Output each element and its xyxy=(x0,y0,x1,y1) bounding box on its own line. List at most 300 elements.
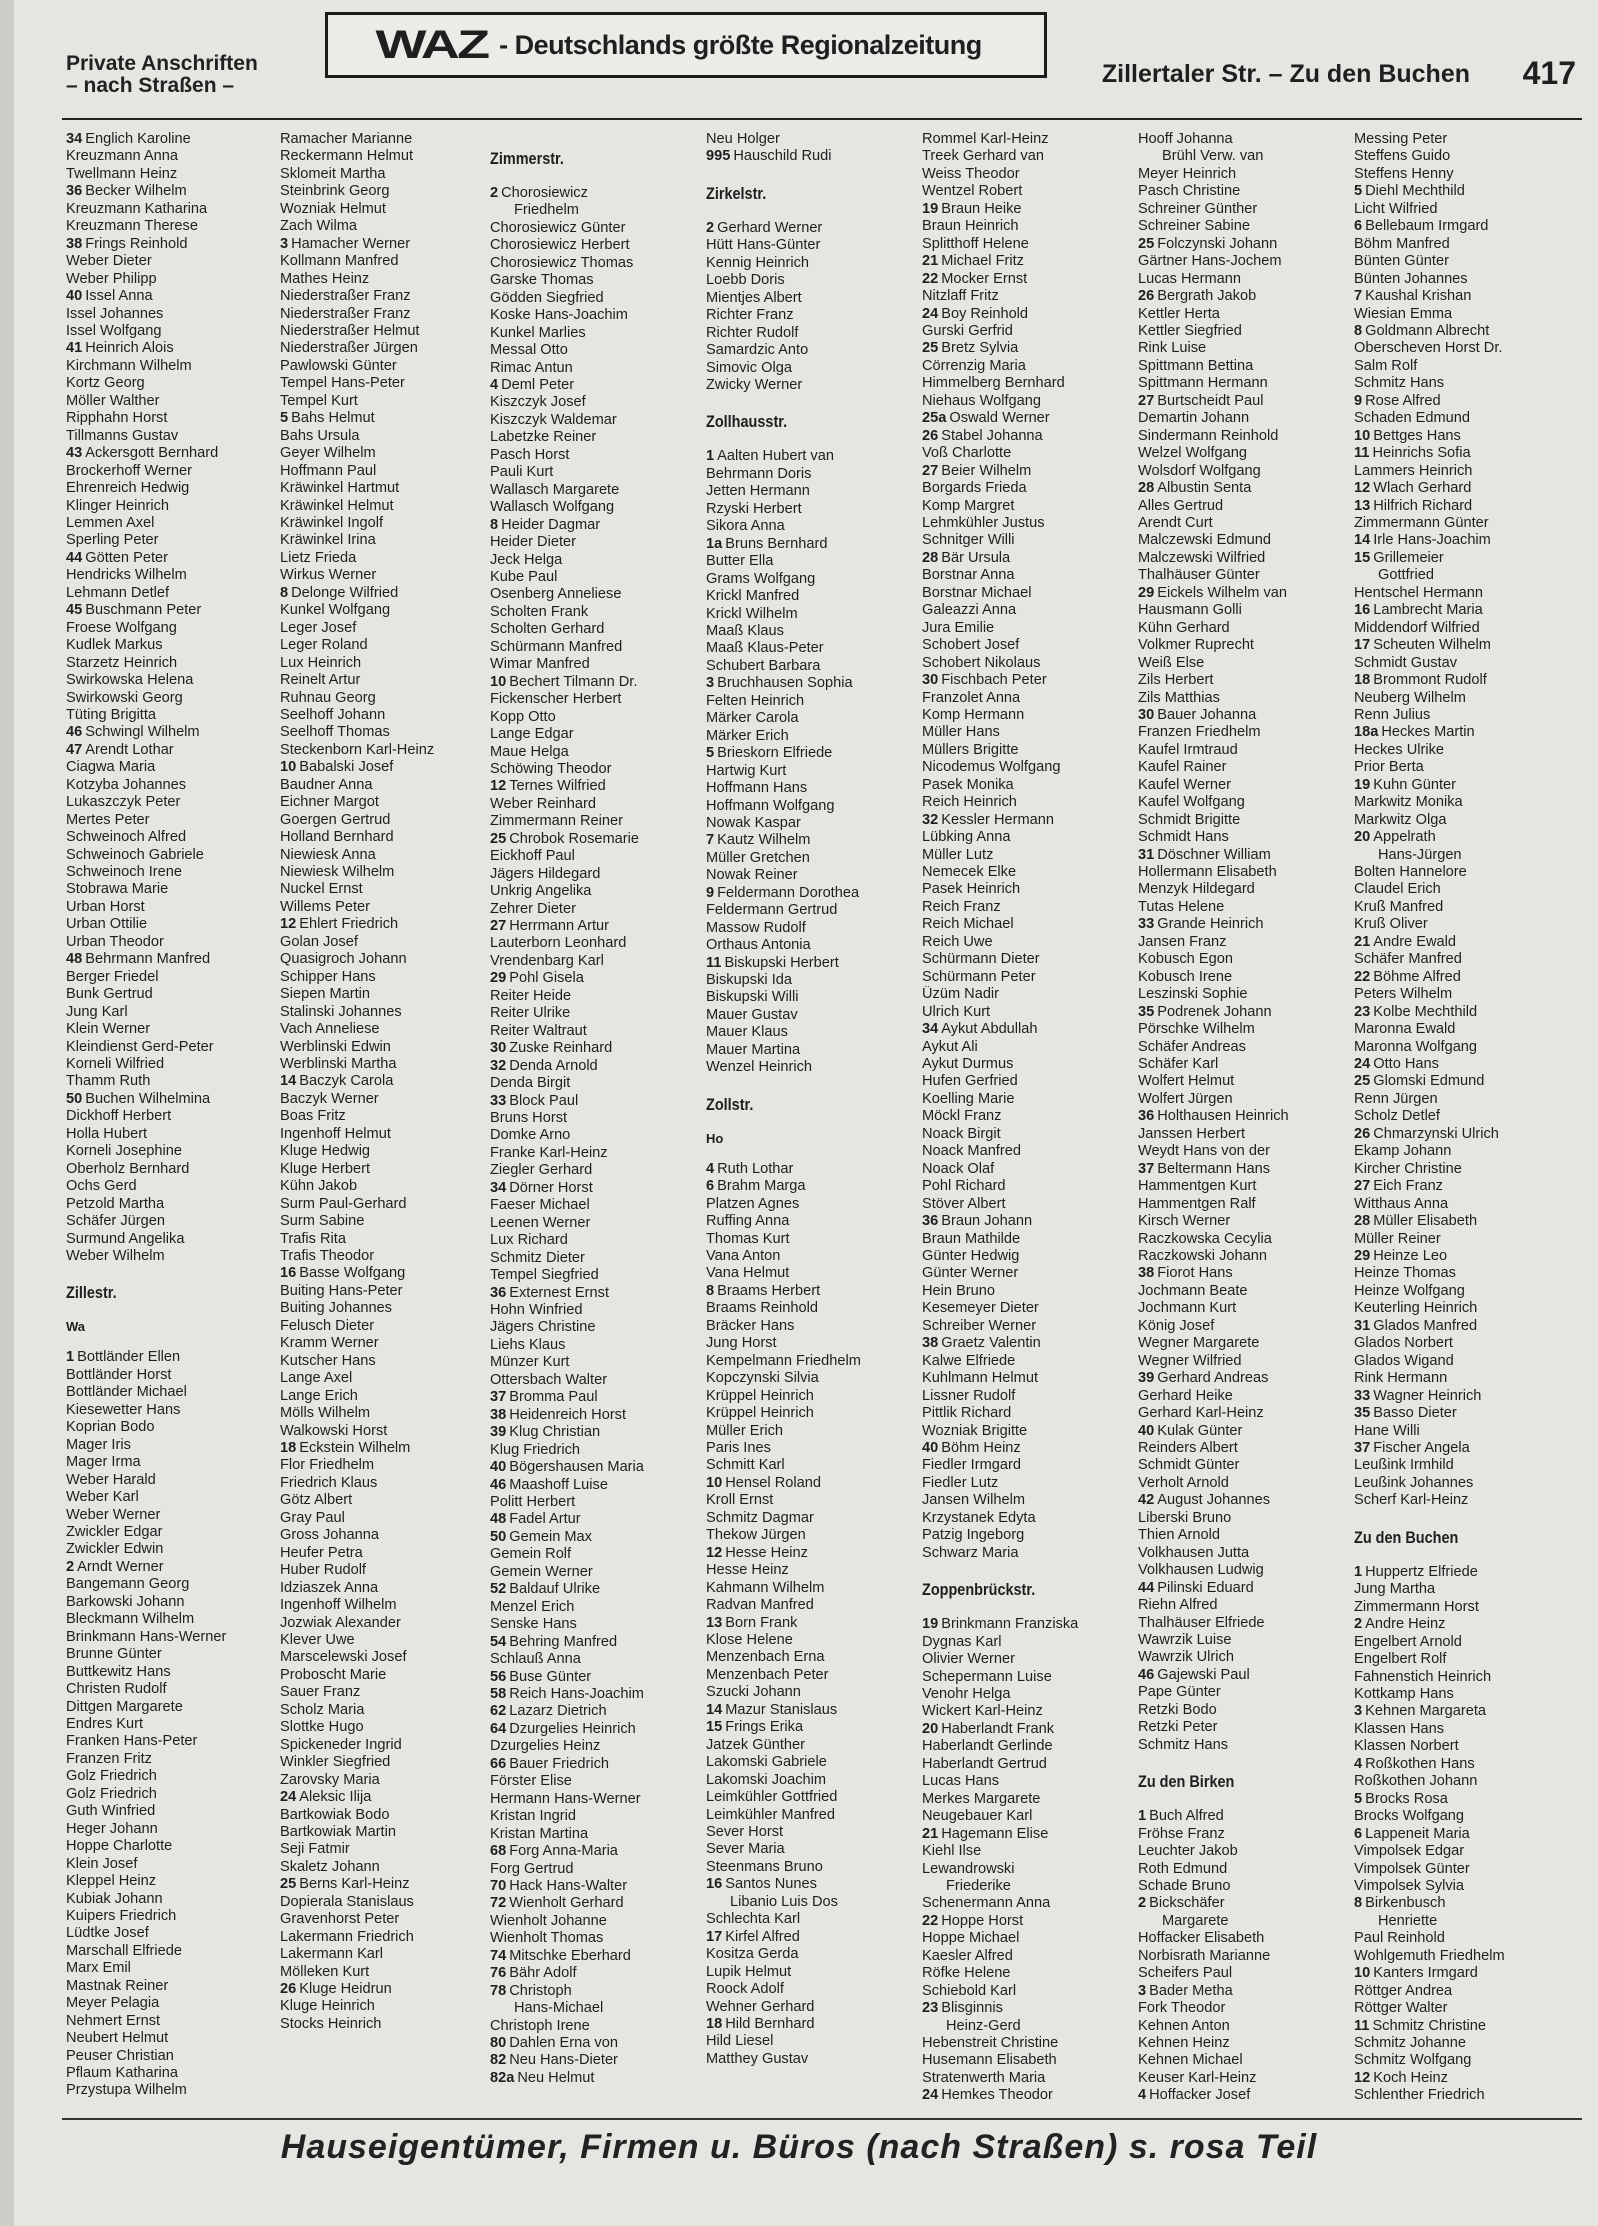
resident-name: Surm Sabine xyxy=(280,1213,365,1230)
directory-entry xyxy=(66,707,278,724)
resident-name: Bahs Ursula xyxy=(280,427,360,444)
resident-name: Heider Dagmar xyxy=(501,516,601,533)
directory-entry xyxy=(66,1073,278,1090)
directory-entry xyxy=(490,394,702,411)
directory-entry xyxy=(490,1180,702,1197)
resident-name: Müller Lutz xyxy=(922,846,994,863)
directory-entry xyxy=(66,1402,278,1419)
directory-entry xyxy=(490,1058,702,1075)
directory-entry xyxy=(1354,1039,1566,1056)
directory-entry xyxy=(1354,1004,1566,1021)
directory-entry xyxy=(66,1978,278,1995)
directory-entry xyxy=(922,1388,1134,1405)
resident-name: Pape Günter xyxy=(1138,1684,1221,1701)
directory-entry xyxy=(1354,1353,1566,1370)
directory-entry xyxy=(1138,532,1350,549)
resident-name: Bruns Horst xyxy=(490,1110,568,1127)
resident-name: Raczkowska Cecylia xyxy=(1138,1230,1272,1247)
directory-entry xyxy=(1138,1161,1350,1178)
directory-entry xyxy=(280,1859,492,1876)
directory-entry xyxy=(922,637,1134,654)
directory-entry xyxy=(280,1475,492,1492)
resident-name: Koske Hans-Joachim xyxy=(490,307,628,324)
resident-name: Schürmann Dieter xyxy=(922,951,1040,968)
resident-name: Schöwing Theodor xyxy=(490,760,612,777)
house-number: 9 xyxy=(1354,392,1363,409)
resident-name: Braun Mathilde xyxy=(922,1230,1021,1247)
resident-name: Zarovsky Maria xyxy=(280,1771,380,1788)
resident-name: Möckl Franz xyxy=(922,1108,1002,1125)
resident-name: Chorosiewicz xyxy=(501,185,588,201)
directory-entry xyxy=(66,1908,278,1925)
resident-name: Zwicky Werner xyxy=(706,376,803,393)
resident-name: Menzenbach Peter xyxy=(706,1666,829,1683)
directory-entry xyxy=(922,567,1134,584)
resident-name: Kreuzmann Katharina xyxy=(66,200,208,217)
resident-name: Chorosiewicz Herbert xyxy=(490,237,630,254)
directory-entry xyxy=(1354,1248,1566,1265)
directory-entry xyxy=(922,428,1134,445)
directory-entry xyxy=(1138,829,1350,846)
resident-name: Denda Arnold xyxy=(509,1057,598,1074)
directory-entry xyxy=(490,1703,702,1720)
resident-name: Kräwinkel Irina xyxy=(280,532,376,549)
resident-name: Eickhoff Paul xyxy=(490,848,575,865)
resident-name: Lakermann Karl xyxy=(280,1946,384,1963)
directory-entry xyxy=(1138,1405,1350,1422)
directory-entry xyxy=(922,1178,1134,1195)
resident-name: Franke Karl-Heinz xyxy=(490,1144,608,1161)
resident-name: Braams Reinhold xyxy=(706,1300,818,1317)
resident-name: Hild Bernhard xyxy=(725,2015,815,2032)
directory-entry xyxy=(1354,306,1566,323)
resident-name: Lammers Heinrich xyxy=(1354,462,1473,479)
resident-name: Kräwinkel Helmut xyxy=(280,497,394,514)
house-number: 24 xyxy=(922,2087,939,2104)
directory-entry xyxy=(66,1856,278,1873)
resident-name: Niederstraßer Franz xyxy=(280,288,411,305)
directory-entry xyxy=(922,1196,1134,1213)
directory-entry xyxy=(280,829,492,846)
resident-name: Albustin Senta xyxy=(1157,480,1252,497)
directory-entry xyxy=(1354,1861,1566,1878)
resident-name: Schmitt Karl xyxy=(706,1457,785,1474)
resident-name: Jetten Hermann xyxy=(706,483,810,500)
resident-name: Holthausen Heinrich xyxy=(1157,1108,1289,1125)
resident-name: Oberscheven Horst Dr. xyxy=(1354,340,1503,357)
resident-name: Hohn Winfried xyxy=(490,1302,583,1318)
house-number: 38 xyxy=(922,1335,939,1352)
directory-entry xyxy=(1138,463,1350,480)
directory-entry xyxy=(1138,655,1350,672)
resident-name: Wagner Heinrich xyxy=(1373,1387,1482,1404)
resident-name: Lehmann Detlef xyxy=(66,584,170,601)
directory-entry xyxy=(706,1580,918,1597)
directory-entry xyxy=(1138,602,1350,619)
directory-entry xyxy=(280,1964,492,1981)
resident-name: Koelling Marie xyxy=(922,1090,1015,1107)
directory-entry xyxy=(280,1510,492,1527)
resident-name: Quasigroch Johann xyxy=(280,951,407,968)
resident-name: Malczewski Wilfried xyxy=(1138,549,1266,566)
resident-name: Gemein Werner xyxy=(490,1563,593,1580)
directory-entry xyxy=(490,1494,702,1511)
directory-entry xyxy=(66,1419,278,1436)
resident-name: Krickl Wilhelm xyxy=(706,605,798,622)
resident-name: Otto Hans xyxy=(1373,1056,1439,1073)
resident-name: Rommel Karl-Heinz xyxy=(922,131,1049,147)
directory-entry xyxy=(490,464,702,481)
resident-name: Pörschke Wilhelm xyxy=(1138,1021,1255,1038)
resident-name: Schobert Nikolaus xyxy=(922,654,1041,671)
directory-entry xyxy=(922,1161,1134,1178)
resident-name: Lakermann Friedrich xyxy=(280,1928,414,1945)
directory-entry xyxy=(1354,724,1566,741)
directory-entry xyxy=(1138,428,1350,445)
masthead-slogan: - Deutschlands größte Regionalzeitung xyxy=(499,29,982,60)
resident-name: Spickeneder Ingrid xyxy=(280,1736,402,1753)
directory-entry xyxy=(490,1529,702,1546)
directory-entry xyxy=(280,1789,492,1806)
resident-name: Block Paul xyxy=(509,1092,579,1109)
resident-name: Franzen Fritz xyxy=(66,1750,152,1767)
directory-entry xyxy=(922,707,1134,724)
resident-name: Schepermann Luise xyxy=(922,1668,1052,1685)
resident-name: Oswald Werner xyxy=(949,410,1050,427)
house-number: 12 xyxy=(1354,2069,1371,2086)
directory-entry xyxy=(922,1248,1134,1265)
directory-entry xyxy=(66,306,278,323)
resident-name: Herrmann Artur xyxy=(509,918,609,935)
directory-entry xyxy=(280,1841,492,1858)
directory-entry xyxy=(1354,183,1566,200)
house-number: 2 xyxy=(1354,1616,1363,1633)
resident-name: Röttger Walter xyxy=(1354,2000,1448,2017)
resident-name: Krüppel Heinrich xyxy=(706,1405,814,1422)
directory-entry xyxy=(1354,1021,1566,1038)
directory-entry xyxy=(922,1861,1134,1878)
directory-entry xyxy=(280,131,492,148)
directory-entry xyxy=(1354,218,1566,235)
resident-name: Pilinski Eduard xyxy=(1157,1579,1254,1596)
directory-entry xyxy=(490,1075,702,1092)
resident-name: Himmelberg Bernhard xyxy=(922,375,1065,392)
directory-entry xyxy=(66,1611,278,1628)
resident-name: Schmidt Hans xyxy=(1138,829,1229,846)
directory-entry xyxy=(490,307,702,324)
resident-name: Pohl Gisela xyxy=(509,970,584,987)
directory-entry xyxy=(280,1981,492,1998)
directory-entry xyxy=(66,742,278,759)
resident-name: Glomski Edmund xyxy=(1373,1073,1485,1090)
resident-name: Gottfried xyxy=(1378,567,1434,584)
resident-name: Seelhoff Johann xyxy=(280,706,386,723)
directory-entry xyxy=(922,1510,1134,1527)
directory-entry xyxy=(490,726,702,743)
resident-name: Chorosiewicz Thomas xyxy=(490,254,634,271)
resident-name: Frings Reinhold xyxy=(85,235,188,252)
directory-entry xyxy=(922,1913,1134,1930)
directory-entry xyxy=(1354,2070,1566,2087)
directory-entry xyxy=(66,655,278,672)
resident-name: Hesse Heinz xyxy=(706,1562,789,1579)
directory-entry xyxy=(490,848,702,865)
house-number: 7 xyxy=(706,832,715,849)
directory-entry xyxy=(490,1354,702,1371)
resident-name: Hilfrich Richard xyxy=(1373,497,1473,514)
resident-name: Hamacher Werner xyxy=(291,235,411,252)
directory-entry xyxy=(706,623,918,640)
resident-name: Korneli Josephine xyxy=(66,1143,183,1160)
resident-name: Jochmann Beate xyxy=(1138,1282,1248,1299)
resident-name: Bauer Friedrich xyxy=(509,1755,609,1772)
directory-entry xyxy=(1138,986,1350,1003)
directory-entry xyxy=(1354,1948,1566,1965)
house-number: 27 xyxy=(1354,1178,1371,1195)
directory-entry xyxy=(490,1040,702,1057)
directory-entry xyxy=(280,1213,492,1230)
directory-entry xyxy=(490,1826,702,1843)
directory-entry xyxy=(1138,410,1350,427)
resident-name: Lehmkühler Justus xyxy=(922,514,1045,531)
resident-name: Kube Paul xyxy=(490,568,558,585)
page-header xyxy=(0,0,1598,125)
resident-name: Reinders Albert xyxy=(1138,1439,1238,1456)
resident-name: Kramm Werner xyxy=(280,1335,379,1352)
directory-entry xyxy=(1138,899,1350,916)
resident-name: Mertes Peter xyxy=(66,811,150,828)
directory-entry xyxy=(706,675,918,692)
resident-name: Pittlik Richard xyxy=(922,1405,1012,1422)
resident-name: Kristan Ingrid xyxy=(490,1808,576,1825)
directory-entry xyxy=(922,1492,1134,1509)
directory-entry xyxy=(1354,2000,1566,2017)
resident-name: Schürmann Manfred xyxy=(490,638,623,655)
resident-name: Lübking Anna xyxy=(922,829,1011,846)
directory-entry xyxy=(1354,1073,1566,1090)
resident-name: Starzetz Heinrich xyxy=(66,654,178,671)
resident-name: Biskupski Ida xyxy=(706,972,792,989)
directory-entry xyxy=(280,1667,492,1684)
directory-entry xyxy=(706,710,918,727)
directory-entry xyxy=(1138,1615,1350,1632)
directory-entry xyxy=(66,1367,278,1384)
house-number: 37 xyxy=(1138,1160,1155,1177)
resident-name: Müller Reiner xyxy=(1354,1230,1441,1247)
resident-name: Schreiner Sabine xyxy=(1138,218,1250,235)
directory-entry xyxy=(706,1981,918,1998)
resident-name: Müller Hans xyxy=(922,724,1000,741)
directory-entry xyxy=(1354,166,1566,183)
house-number: 36 xyxy=(490,1284,507,1301)
resident-name: Aalten Hubert van xyxy=(717,448,834,465)
resident-name: Buchen Wilhelmina xyxy=(85,1090,211,1107)
resident-name: Kirfel Alfred xyxy=(725,1928,800,1945)
house-number: 5 xyxy=(1354,183,1363,200)
resident-name: Schaden Edmund xyxy=(1354,410,1471,427)
resident-name: Fiorot Hans xyxy=(1157,1265,1233,1282)
directory-entry xyxy=(706,972,918,989)
directory-entry xyxy=(1138,1562,1350,1579)
street-heading: Zollstr. xyxy=(706,1094,754,1114)
directory-entry xyxy=(490,1930,702,1947)
house-number: 27 xyxy=(1138,392,1155,409)
directory-entry xyxy=(66,131,278,148)
resident-name: Wozniak Helmut xyxy=(280,200,386,217)
directory-entry xyxy=(280,1754,492,1771)
resident-name: Schäfer Andreas xyxy=(1138,1038,1246,1055)
directory-entry xyxy=(706,237,918,254)
resident-name: Kuhlmann Helmut xyxy=(922,1370,1038,1387)
resident-name: Noack Manfred xyxy=(922,1143,1021,1160)
house-number: 66 xyxy=(490,1755,507,1772)
directory-entry xyxy=(1354,969,1566,986)
resident-name: Hentschel Hermann xyxy=(1354,584,1483,601)
resident-name: Kaushal Krishan xyxy=(1365,288,1472,305)
resident-name: Heger Johann xyxy=(66,1820,158,1837)
directory-entry xyxy=(1354,1756,1566,1773)
directory-entry xyxy=(1138,271,1350,288)
directory-entry xyxy=(490,1599,702,1616)
resident-name: Lissner Rudolf xyxy=(922,1387,1016,1404)
resident-name: Ekamp Johann xyxy=(1354,1143,1452,1160)
directory-entry xyxy=(706,325,918,342)
resident-name: Scholten Gerhard xyxy=(490,621,605,638)
directory-entry xyxy=(66,1349,278,1366)
resident-name: Reiter Waltraut xyxy=(490,1022,587,1039)
directory-entry xyxy=(1354,1178,1566,1195)
resident-name: Kehnen Michael xyxy=(1138,2052,1243,2069)
directory-entry xyxy=(1138,1300,1350,1317)
resident-name: Weber Reinhard xyxy=(490,795,596,812)
directory-entry xyxy=(280,1911,492,1928)
directory-entry xyxy=(490,1738,702,1755)
resident-name: Leger Josef xyxy=(280,619,357,636)
house-number: 6 xyxy=(1354,218,1363,235)
directory-entry xyxy=(1354,1423,1566,1440)
directory-entry xyxy=(922,951,1134,968)
directory-entry xyxy=(1138,1423,1350,1440)
resident-name: Chmarzynski Ulrich xyxy=(1373,1125,1499,1142)
resident-name: Christen Rudolf xyxy=(66,1681,167,1698)
resident-name: Sikora Anna xyxy=(706,518,785,535)
directory-entry xyxy=(490,901,702,918)
house-number: 1 xyxy=(66,1349,75,1366)
resident-name: Sauer Franz xyxy=(280,1684,361,1701)
resident-name: Bauer Johanna xyxy=(1157,706,1257,723)
directory-entry xyxy=(1138,1457,1350,1474)
resident-name: Hane Willi xyxy=(1354,1422,1420,1439)
directory-entry xyxy=(280,1824,492,1841)
directory-entry xyxy=(1354,428,1566,445)
directory-entry xyxy=(922,1143,1134,1160)
directory-entry xyxy=(1354,1318,1566,1335)
house-number: 2 xyxy=(490,185,499,201)
house-number: 20 xyxy=(922,1720,939,1737)
directory-entry xyxy=(1354,620,1566,637)
directory-entry xyxy=(706,536,918,553)
directory-entry xyxy=(922,1983,1134,2000)
resident-name: Voß Charlotte xyxy=(922,445,1012,462)
resident-name: Heinze Leo xyxy=(1373,1248,1448,1264)
directory-entry xyxy=(1138,1861,1350,1878)
directory-entry xyxy=(706,763,918,780)
resident-name: Holland Bernhard xyxy=(280,829,394,846)
house-number: 36 xyxy=(1138,1108,1155,1125)
resident-name: Kobusch Irene xyxy=(1138,968,1233,985)
resident-name: Hoffacker Elisabeth xyxy=(1138,1930,1265,1947)
directory-entry xyxy=(706,1457,918,1474)
house-number: 50 xyxy=(490,1528,507,1545)
directory-entry xyxy=(490,1215,702,1232)
directory-entry xyxy=(1354,201,1566,218)
directory-entry xyxy=(490,918,702,935)
directory-entry xyxy=(1138,1895,1350,1912)
resident-name: Braams Herbert xyxy=(717,1282,821,1299)
resident-name: Janssen Herbert xyxy=(1138,1125,1246,1142)
directory-entry xyxy=(706,518,918,535)
directory-entry xyxy=(1138,864,1350,881)
resident-name: Ramacher Marianne xyxy=(280,131,413,147)
directory-entry xyxy=(1354,1492,1566,1509)
house-number: 22 xyxy=(1354,968,1371,985)
directory-entry xyxy=(1138,1196,1350,1213)
resident-name: Leimkühler Gottfried xyxy=(706,1789,838,1806)
resident-name: Haberlandt Gertrud xyxy=(922,1755,1047,1772)
house-number: 5 xyxy=(1354,1790,1363,1807)
directory-entry xyxy=(280,847,492,864)
resident-name: Mager Iris xyxy=(66,1436,131,1453)
house-number: 10 xyxy=(1354,427,1371,444)
resident-name: Patzig Ingeborg xyxy=(922,1527,1025,1544)
directory-entry xyxy=(490,1407,702,1424)
directory-entry xyxy=(66,916,278,933)
directory-entry xyxy=(490,1285,702,1302)
directory-entry xyxy=(280,1335,492,1352)
directory-entry xyxy=(66,881,278,898)
directory-entry xyxy=(490,1616,702,1633)
directory-entry xyxy=(1138,724,1350,741)
house-number: 25 xyxy=(280,1876,297,1893)
directory-entry xyxy=(280,777,492,794)
resident-name: Wenzel Heinrich xyxy=(706,1059,812,1076)
house-number: 29 xyxy=(1354,1248,1371,1264)
resident-name: Günter Hedwig xyxy=(922,1248,1020,1264)
waz-logo: WAZ xyxy=(375,22,488,67)
directory-entry xyxy=(490,569,702,586)
directory-entry xyxy=(706,1178,918,1195)
directory-entry xyxy=(922,183,1134,200)
directory-entry xyxy=(66,1248,278,1265)
directory-entry xyxy=(922,1004,1134,1021)
resident-name: Heider Dieter xyxy=(490,534,576,551)
directory-entry xyxy=(280,1248,492,1265)
resident-name: Zuske Reinhard xyxy=(509,1040,613,1057)
resident-name: Heufer Petra xyxy=(280,1544,363,1561)
directory-entry xyxy=(1354,777,1566,794)
resident-name: Andre Heinz xyxy=(1365,1616,1446,1633)
resident-name: Kositza Gerda xyxy=(706,1946,799,1963)
house-number: 18 xyxy=(280,1439,297,1456)
directory-entry xyxy=(706,1789,918,1806)
directory-entry xyxy=(706,2016,918,2033)
directory-entry xyxy=(1138,375,1350,392)
resident-name: Kiszczyk Josef xyxy=(490,394,586,411)
directory-entry xyxy=(66,1541,278,1558)
directory-entry xyxy=(1138,2035,1350,2052)
directory-entry xyxy=(1138,1021,1350,1038)
resident-name: Domke Arno xyxy=(490,1127,571,1144)
